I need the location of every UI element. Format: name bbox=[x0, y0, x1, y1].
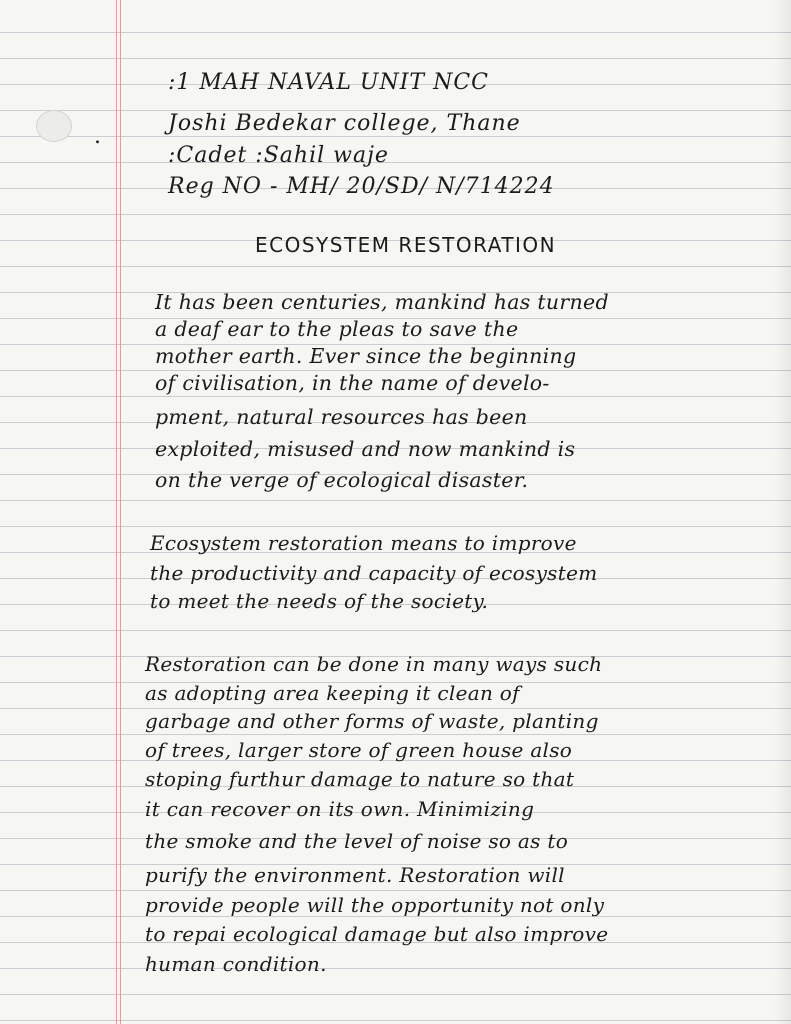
header-reg-no: Reg NO - MH/ 20/SD/ N/714224 bbox=[168, 174, 555, 199]
paragraph-1-line: on the verge of ecological disaster. bbox=[155, 468, 529, 492]
header-college: Joshi Bedekar college, Thane bbox=[168, 111, 521, 136]
paragraph-3-line: the smoke and the level of noise so as to bbox=[145, 829, 569, 853]
paragraph-1-line: of civilisation, in the name of develo- bbox=[155, 371, 550, 395]
paragraph-1-line: mother earth. Ever since the beginning bbox=[155, 344, 577, 368]
paragraph-3-line: garbage and other forms of waste, planting bbox=[145, 709, 599, 733]
margin-line bbox=[120, 0, 121, 1024]
paragraph-2-line: the productivity and capacity of ecosystem bbox=[150, 561, 598, 585]
essay-title: ECOSYSTEM RESTORATION bbox=[255, 233, 557, 257]
paragraph-2-line: Ecosystem restoration means to improve bbox=[150, 531, 577, 555]
paragraph-3-line: purify the environment. Restoration will bbox=[145, 863, 565, 887]
paragraph-3-line: human condition. bbox=[145, 952, 327, 976]
paragraph-3-line: Restoration can be done in many ways such bbox=[145, 652, 603, 676]
paragraph-3-line: to repai ecological damage but also improve bbox=[145, 922, 609, 946]
paragraph-1-line: a deaf ear to the pleas to save the bbox=[155, 317, 519, 341]
paragraph-3-line: it can recover on its own. Minimizing bbox=[145, 797, 535, 821]
margin-dot: . bbox=[94, 124, 101, 149]
paragraph-2-line: to meet the needs of the society. bbox=[150, 589, 489, 613]
paragraph-1-line: pment, natural resources has been bbox=[155, 405, 528, 429]
binder-hole bbox=[36, 110, 72, 142]
paragraph-3-line: stoping furthur damage to nature so that bbox=[145, 767, 575, 791]
margin-line bbox=[116, 0, 117, 1024]
paragraph-3-line: provide people will the opportunity not only bbox=[145, 893, 605, 917]
page-edge-shadow bbox=[773, 0, 791, 1024]
header-cadet: :Cadet :Sahil waje bbox=[168, 143, 389, 168]
paragraph-3-line: as adopting area keeping it clean of bbox=[145, 681, 520, 705]
paragraph-1-line: It has been centuries, mankind has turned bbox=[155, 290, 609, 314]
paragraph-1-line: exploited, misused and now mankind is bbox=[155, 437, 576, 461]
paragraph-3-line: of trees, larger store of green house also bbox=[145, 738, 573, 762]
header-unit: :1 MAH NAVAL UNIT NCC bbox=[168, 70, 489, 95]
